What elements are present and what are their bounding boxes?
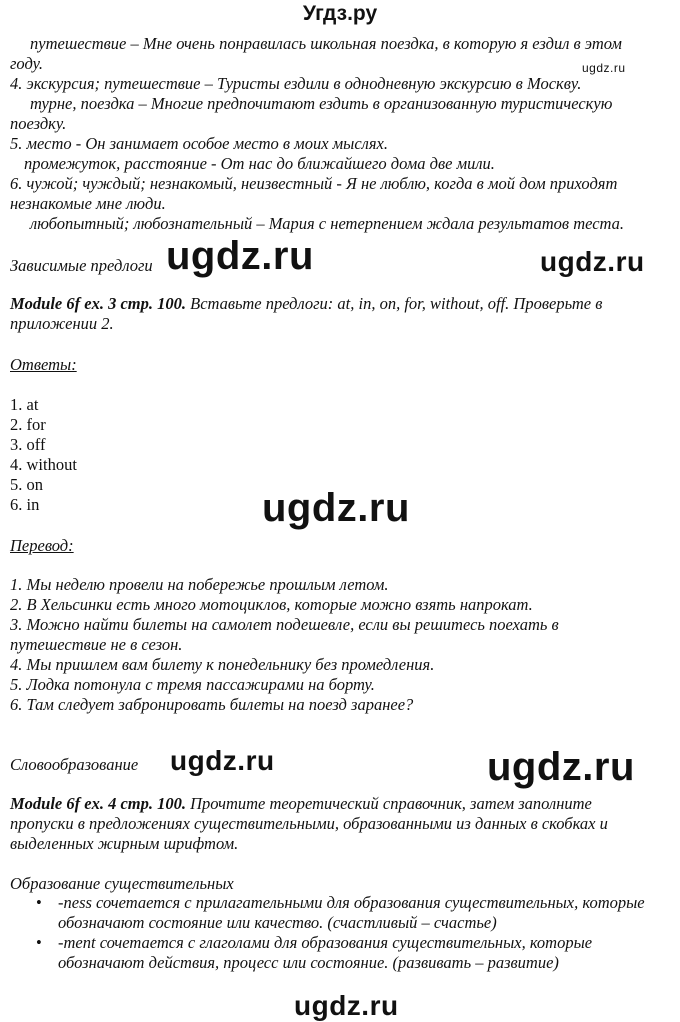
vocab-line: незнакомые мне люди. — [10, 194, 166, 213]
watermark: ugdz.ru — [262, 486, 410, 530]
list-item — [10, 933, 670, 973]
watermark: ugdz.ru — [487, 745, 635, 789]
list-item — [10, 893, 670, 933]
translation-line: 1. Мы неделю провели на побережье прошлым летом. — [10, 575, 389, 594]
task-label: Module 6f ex. 4 стр. 100. — [10, 794, 186, 813]
answer-item: 5. on — [10, 475, 43, 494]
vocab-line: 5. место - Он занимает особое место в моих мыслях. — [10, 134, 388, 153]
task-line — [10, 794, 592, 814]
translation-line: 4. Мы пришлем вам билету к понедельнику без промедления. — [10, 655, 435, 674]
task-line: пропуски в предложениях существительными, образованными из данных в скобках и — [10, 814, 608, 833]
task-line — [10, 294, 602, 314]
task-label: Module 6f ex. 3 стр. 100. — [10, 294, 186, 313]
bullet-icon: • — [36, 933, 42, 952]
vocab-line: поездку. — [10, 114, 67, 133]
site-title: Угдз.ру — [302, 2, 378, 25]
answer-item: 6. in — [10, 495, 40, 514]
bullet-list — [10, 893, 670, 973]
watermark: ugdz.ru — [170, 745, 275, 776]
bullet-icon: • — [36, 893, 42, 912]
watermark: ugdz.ru — [166, 234, 314, 278]
answer-item: 4. without — [10, 455, 77, 474]
task-text: Прочтите теоретический справочник, затем заполните — [185, 794, 592, 813]
translation-line: 5. Лодка потонула с тремя пассажирами на борту. — [10, 675, 375, 694]
translation-heading: Перевод: — [10, 536, 74, 555]
section-heading: Словообразование — [10, 755, 139, 774]
section-heading: Зависимые предлоги — [10, 256, 153, 275]
vocab-line: 6. чужой; чуждый; незнакомый, неизвестный - Я не люблю, когда в мой дом приходят — [10, 174, 618, 193]
watermark: ugdz.ru — [540, 246, 645, 277]
vocab-line: любопытный; любознательный – Мария с нетерпением ждала результатов теста. — [30, 214, 625, 233]
task-line: приложении 2. — [10, 314, 114, 333]
bullet-text: -ment сочетается с глаголами для образования существительных, которые обозначают действия, процесс или состояние. (развивать – развитие) — [58, 933, 593, 972]
vocab-line: путешествие – Мне очень понравилась школьная поездка, в которую я ездил в этом — [30, 34, 622, 53]
task-text: Вставьте предлоги: at, in, on, for, without, off. Проверьте в — [185, 294, 603, 313]
bullet-text: -ness сочетается с прилагательными для образования существительных, которые обозначают состояние или качество. (счастливый – счастье) — [58, 893, 645, 932]
answer-item: 2. for — [10, 415, 46, 434]
vocab-line: промежуток, расстояние - От нас до ближайшего дома две мили. — [24, 154, 495, 173]
translation-line: 3. Можно найти билеты на самолет подешевле, если вы решитесь поехать в — [10, 615, 559, 634]
watermark: ugdz.ru — [294, 990, 399, 1021]
translation-line: путешествие не в сезон. — [10, 635, 183, 654]
watermark: ugdz.ru — [582, 61, 626, 75]
translation-line: 2. В Хельсинки есть много мотоциклов, которые можно взять напрокат. — [10, 595, 533, 614]
vocab-line: году. — [10, 54, 44, 73]
answers-heading: Ответы: — [10, 355, 77, 374]
answer-item: 3. off — [10, 435, 46, 454]
vocab-line: турне, поездка – Многие предпочитают ездить в организованную туристическую — [30, 94, 613, 113]
task-line: выделенных жирным шрифтом. — [10, 834, 239, 853]
translation-line: 6. Там следует забронировать билеты на поезд заранее? — [10, 695, 414, 714]
subheading: Образование существительных — [10, 874, 234, 893]
answer-item: 1. at — [10, 395, 39, 414]
vocab-line: 4. экскурсия; путешествие – Туристы ездили в однодневную экскурсию в Москву. — [10, 74, 582, 93]
